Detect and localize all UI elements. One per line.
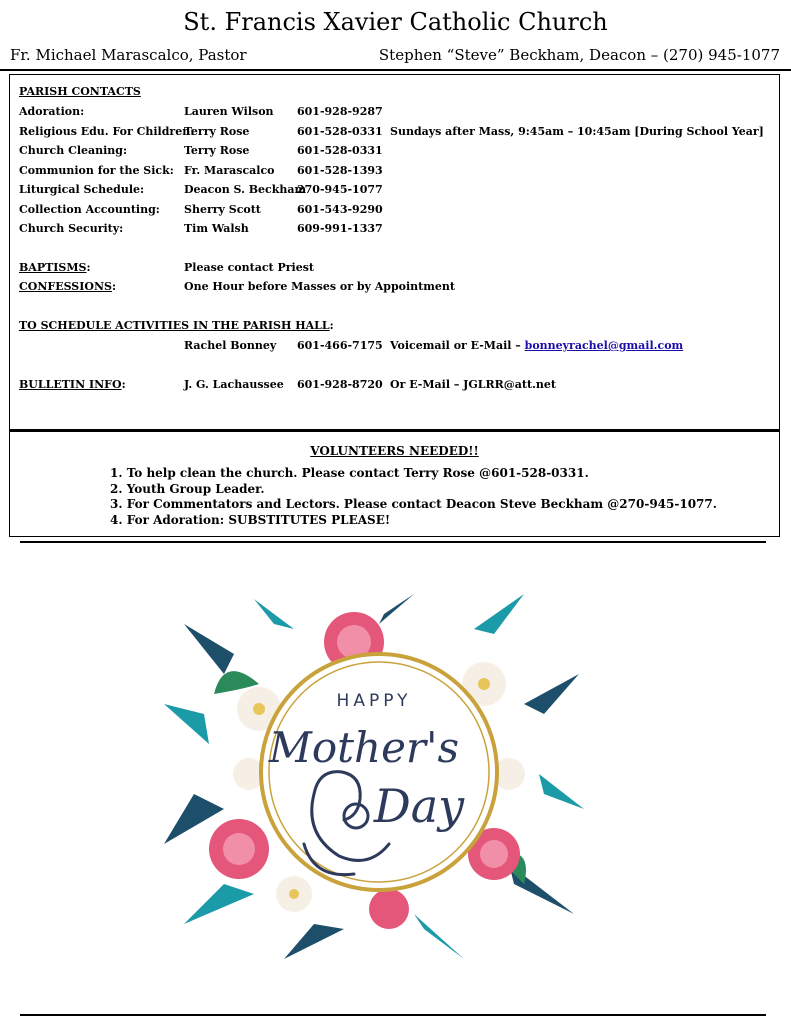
contact-phone: 601-528-0331: [297, 144, 383, 157]
contact-name: Terry Rose: [184, 144, 250, 157]
confessions-colon: :: [111, 280, 117, 293]
contact-role: Religious Edu. For Children:: [19, 125, 195, 138]
confessions-label: [19, 280, 116, 293]
volunteers-heading: VOLUNTEERS NEEDED!!: [310, 444, 479, 458]
bulletin-label-text: BULLETIN INFO: [19, 378, 122, 391]
contact-role: Liturgical Schedule:: [19, 183, 145, 196]
baptisms-label: [19, 261, 91, 274]
parish-hall-label: [19, 319, 334, 332]
parish-hall-label-text: TO SCHEDULE ACTIVITIES IN THE PARISH HALL: [19, 319, 330, 332]
pastor-name: Fr. Michael Marascalco, Pastor: [10, 46, 247, 64]
volunteer-item: 3. For Commentators and Lectors. Please contact Deacon Steve Beckham @270-945-1077.: [110, 497, 717, 511]
deacon-info: Stephen “Steve” Beckham, Deacon – (270) 945-1077: [378, 46, 780, 64]
hall-contact-name: Rachel Bonney: [184, 339, 277, 352]
baptisms-text: Please contact Priest: [184, 261, 314, 274]
volunteer-item: 4. For Adoration: SUBSTITUTES PLEASE!: [110, 512, 391, 527]
church-name: St. Francis Xavier Catholic Church: [183, 8, 608, 36]
mothers-text: Mother's: [268, 723, 460, 772]
confessions-text: One Hour before Masses or by Appointment: [184, 280, 455, 293]
contact-name: Tim Walsh: [184, 222, 249, 235]
contact-note: Sundays after Mass, 9:45am – 10:45am [During School Year]: [390, 125, 764, 138]
contact-role: Collection Accounting:: [19, 203, 160, 216]
day-text: Day: [373, 779, 465, 833]
contact-role: Church Security:: [19, 222, 124, 235]
section-rule: [20, 541, 766, 543]
contact-name: Deacon S. Beckham: [184, 183, 307, 196]
parish-contacts-box: [9, 74, 780, 430]
contact-name: Terry Rose: [184, 125, 250, 138]
hall-contact-note: [390, 339, 683, 352]
contacts-heading: PARISH CONTACTS: [19, 85, 141, 98]
footer-rule: [20, 1014, 766, 1016]
mothers-day-illustration: [164, 594, 584, 959]
contact-phone: 609-991-1337: [297, 222, 383, 235]
bulletin-colon: :: [121, 378, 126, 391]
happy-text: HAPPY: [336, 691, 412, 711]
contact-phone: 601-543-9290: [297, 203, 383, 216]
hall-note-text: Voicemail or E-Mail –: [390, 339, 521, 352]
baptisms-label-text: BAPTISMS: [19, 261, 87, 274]
bulletin-name: J. G. Lachaussee: [184, 378, 284, 391]
contact-name: Lauren Wilson: [184, 105, 274, 118]
bulletin-note: Or E-Mail – JGLRR@att.net: [390, 378, 556, 391]
hall-email-link[interactable]: bonneyrachel@gmail.com: [524, 339, 684, 352]
contact-phone: 270-945-1077: [297, 183, 383, 196]
bulletin-label: [19, 378, 126, 391]
header-rule: [0, 69, 791, 71]
hall-contact-phone: 601-466-7175: [297, 339, 383, 352]
volunteers-box: [9, 430, 780, 537]
contact-name: Fr. Marascalco: [184, 164, 275, 177]
contact-role: Church Cleaning:: [19, 144, 128, 157]
contact-phone: 601-928-9287: [297, 105, 383, 118]
baptisms-colon: :: [86, 261, 91, 274]
volunteers-list: [110, 466, 717, 528]
bulletin-phone: 601-928-8720: [297, 378, 383, 391]
volunteer-item: 2. Youth Group Leader.: [110, 481, 265, 496]
volunteer-item: 1. To help clean the church. Please contact Terry Rose @601-528-0331.: [110, 466, 589, 480]
parish-hall-colon: :: [329, 319, 334, 332]
confessions-label-text: CONFESSIONS: [19, 280, 112, 293]
contact-name: Sherry Scott: [184, 203, 261, 216]
contact-phone: 601-528-0331: [297, 125, 383, 138]
contact-phone: 601-528-1393: [297, 164, 383, 177]
contact-role: Communion for the Sick:: [19, 164, 174, 177]
contact-role: Adoration:: [19, 105, 85, 118]
